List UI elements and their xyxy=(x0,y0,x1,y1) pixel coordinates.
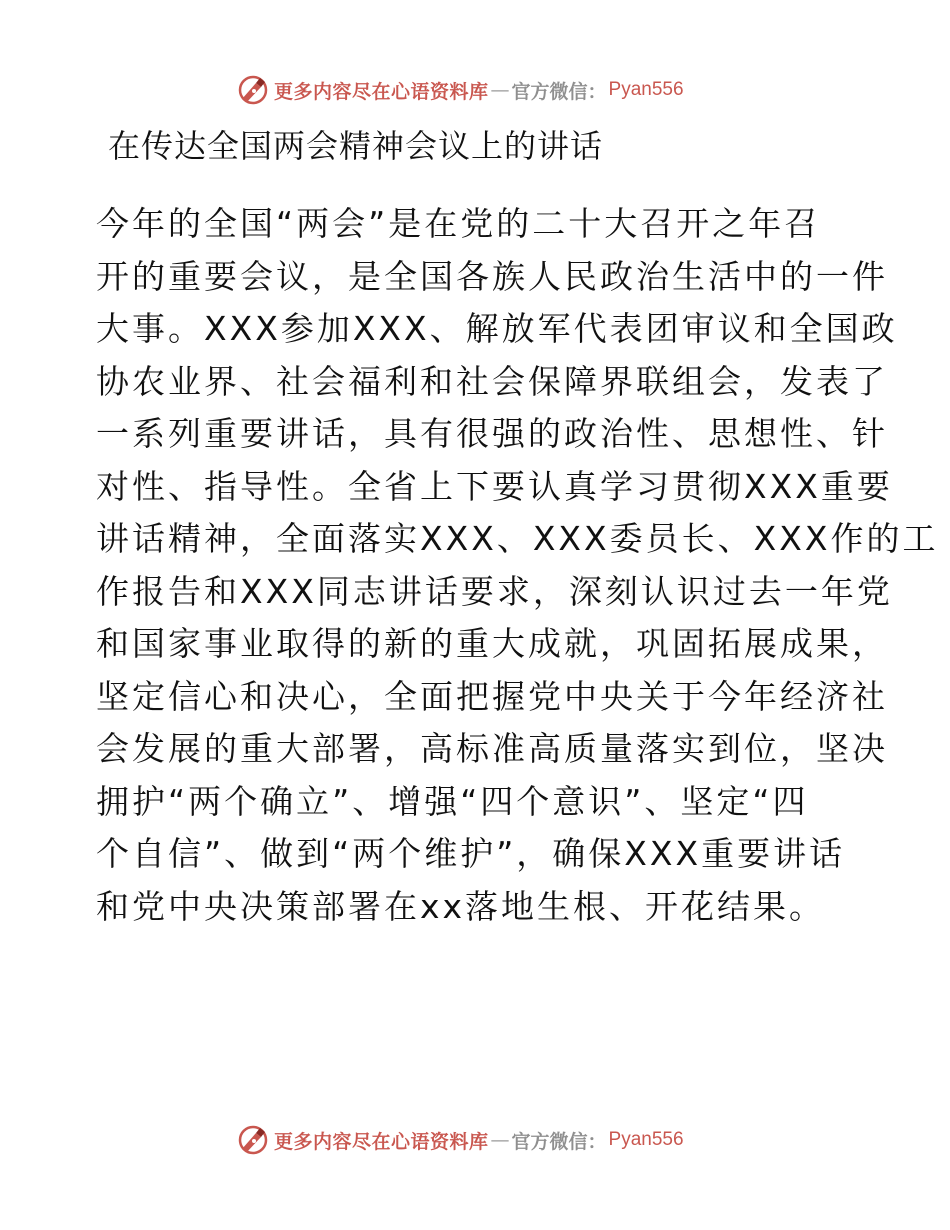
watermark-official-label: 官方微信： xyxy=(511,80,607,103)
body-line: 对性、指导性。全省上下要认真学习贯彻XXX重要 xyxy=(96,466,893,506)
watermark-brand-text: 更多内容尽在心语资料库 xyxy=(274,80,489,103)
body-line: 协农业界、社会福利和社会保障界联组会，发表了 xyxy=(96,361,888,401)
document-body-paragraph xyxy=(96,198,939,933)
body-line: 会发展的重大部署，高标准高质量落实到位，坚决 xyxy=(96,729,888,768)
body-line: 大事。XXX参加XXX、解放军代表团审议和全国政 xyxy=(96,309,898,348)
footer-watermark xyxy=(236,1122,684,1158)
header-watermark xyxy=(236,72,684,108)
watermark-dash: — xyxy=(490,1129,510,1151)
body-line: 坚定信心和决心，全面把握党中央关于今年经济社 xyxy=(96,676,888,716)
body-line: 拥护“两个确立”、增强“四个意识”、坚定“四 xyxy=(96,781,809,821)
body-line: 作报告和XXX同志讲话要求，深刻认识过去一年党 xyxy=(96,571,893,611)
body-line: 讲话精神，全面落实XXX、XXX委员长、XXX作的工 xyxy=(96,519,939,558)
pen-logo-icon xyxy=(236,73,270,107)
document-title: 在传达全国两会精神会议上的讲话 xyxy=(108,127,604,165)
body-line: 今年的全国“两会”是在党的二十大召开之年召 xyxy=(96,204,821,243)
pen-logo-icon xyxy=(236,1123,270,1157)
body-line: 和国家事业取得的新的重大成就，巩固拓展成果， xyxy=(96,624,888,663)
watermark-official-label: 官方微信： xyxy=(511,1130,607,1153)
watermark-account-id: Pyan556 xyxy=(608,79,684,100)
watermark-brand-text: 更多内容尽在心语资料库 xyxy=(274,1130,489,1153)
body-line: 开的重要会议，是全国各族人民政治生活中的一件 xyxy=(96,256,888,296)
watermark-dash: — xyxy=(490,79,510,101)
body-line: 个自信”、做到“两个维护”，确保XXX重要讲话 xyxy=(96,834,846,873)
body-line: 和党中央决策部署在xx落地生根、开花结果。 xyxy=(96,886,826,926)
body-line: 一系列重要讲话，具有很强的政治性、思想性、针 xyxy=(96,414,888,453)
watermark-account-id: Pyan556 xyxy=(608,1129,684,1150)
